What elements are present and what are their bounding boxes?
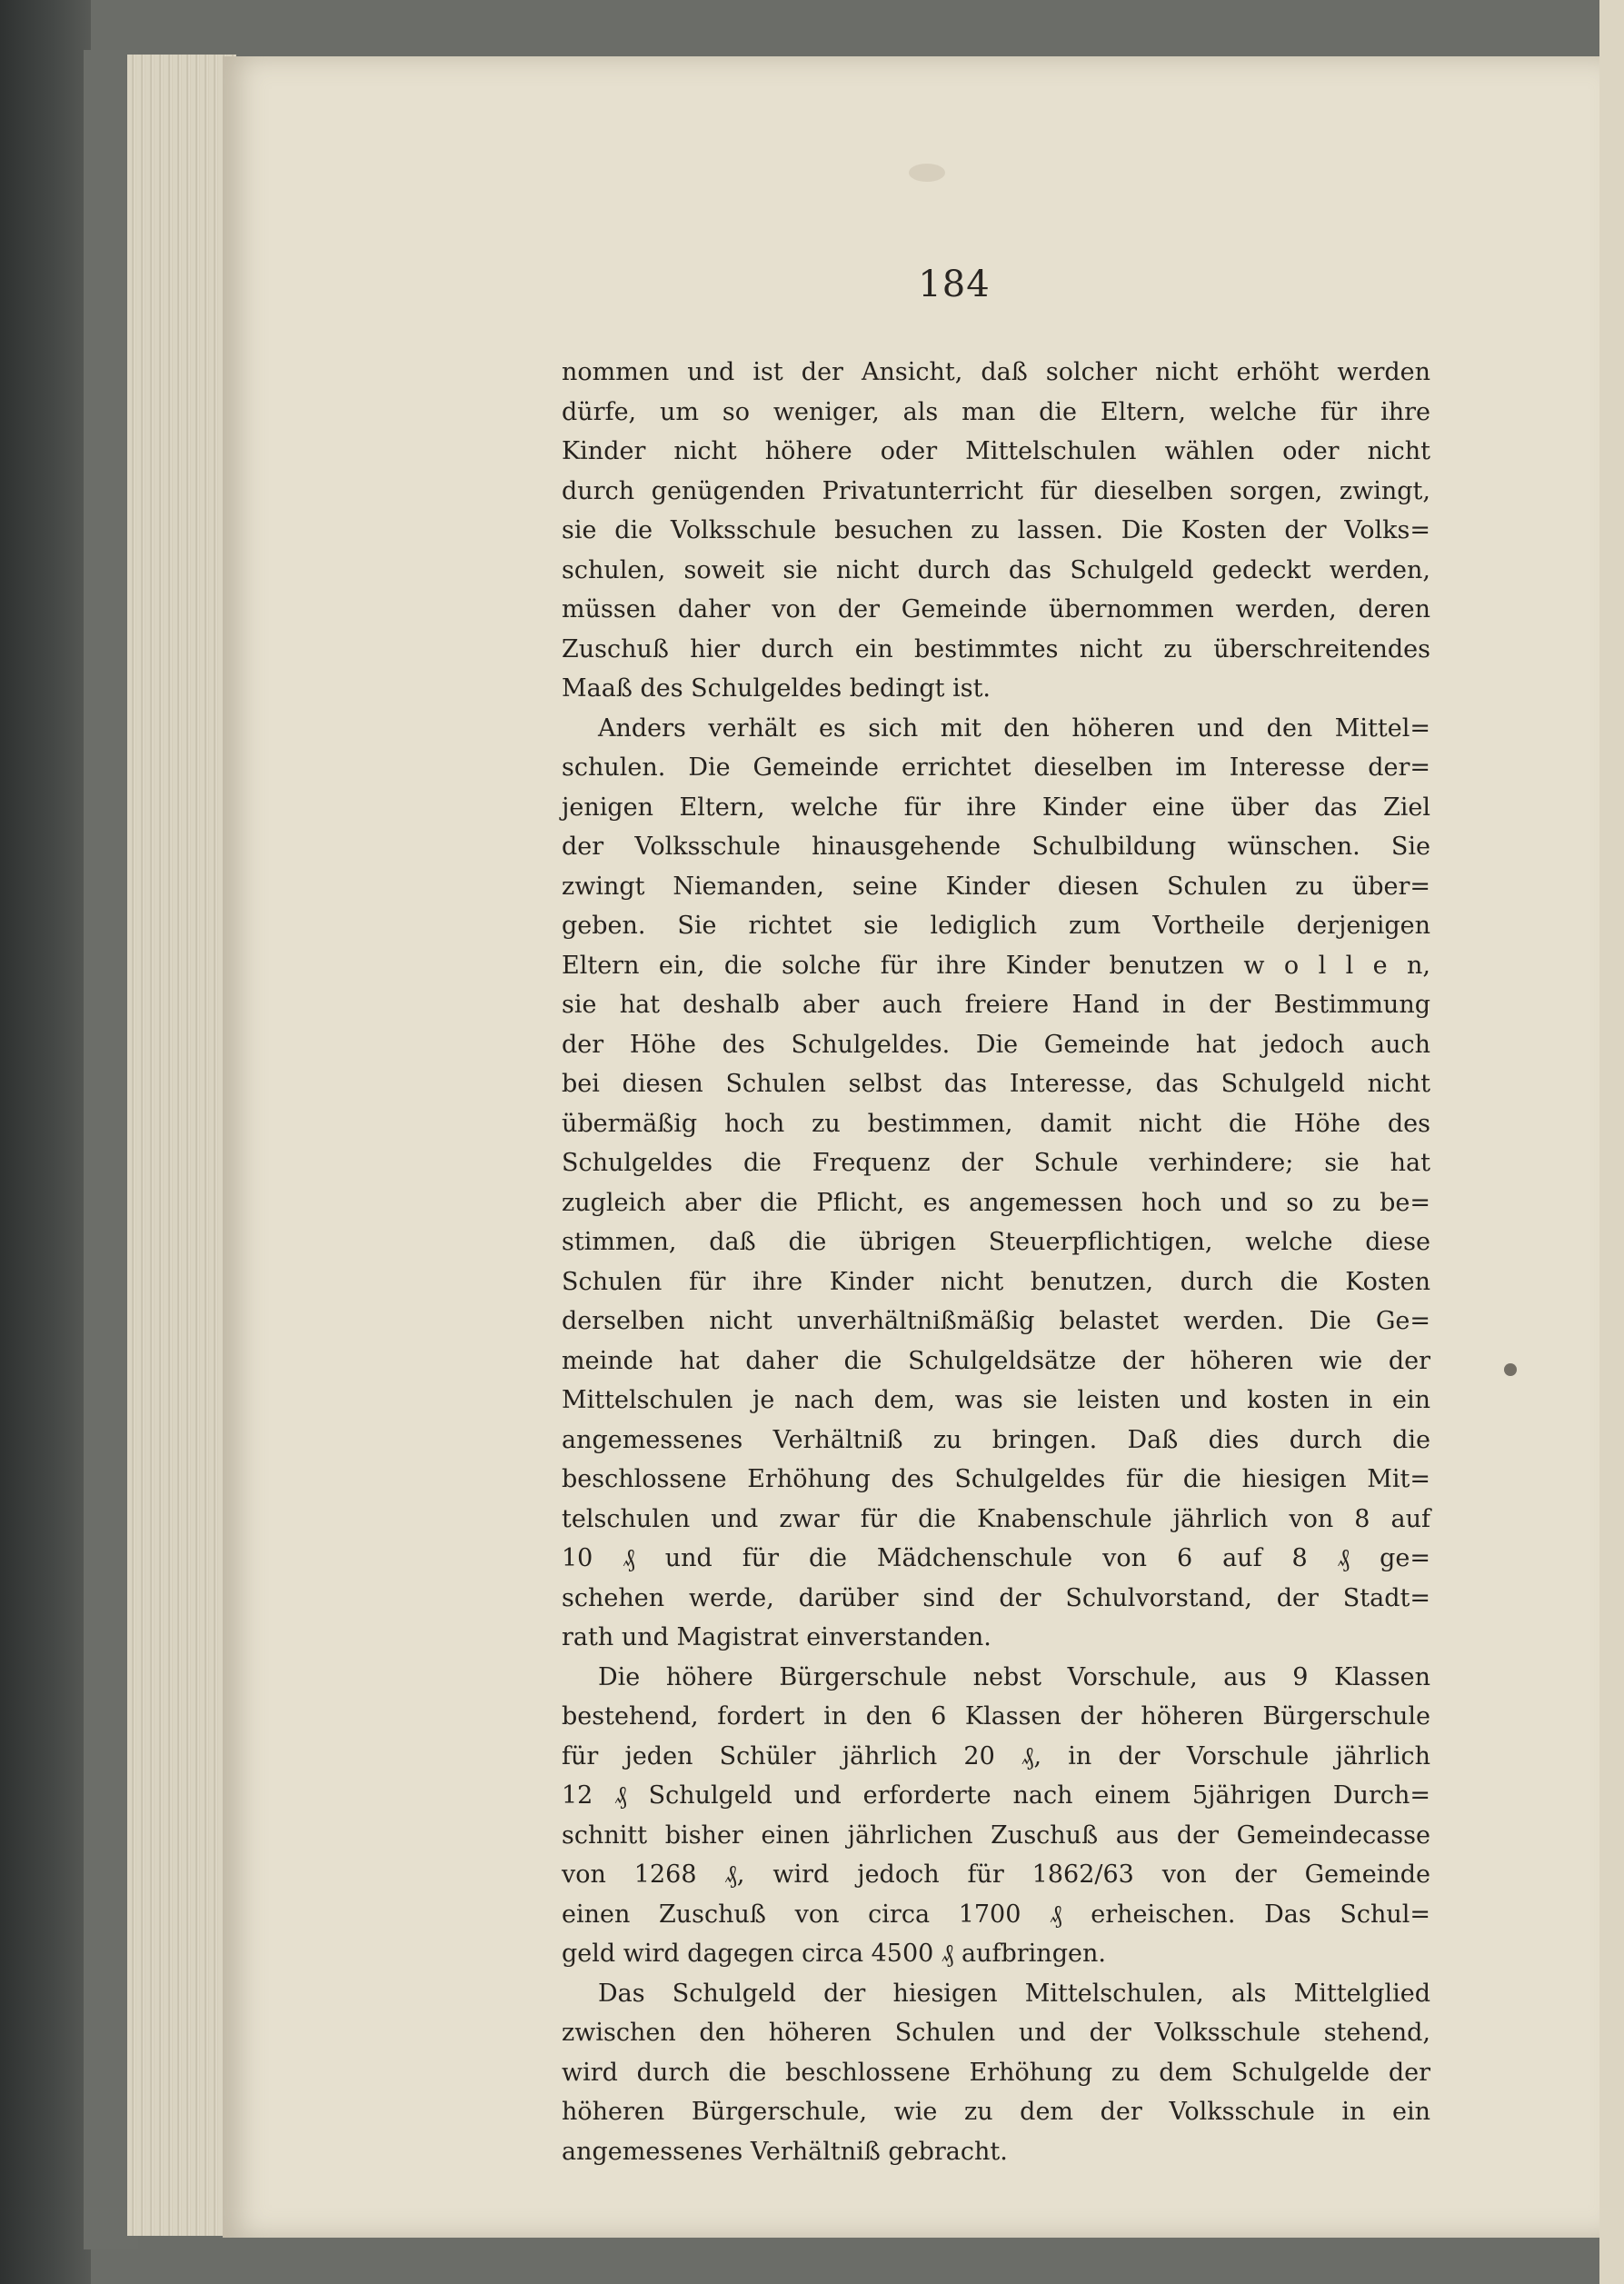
text-line: Eltern ein, die solche für ihre Kinder benutzen w o l l e n, xyxy=(562,951,1430,980)
text-line: jenigen Eltern, welche für ihre Kinder eine über das Ziel xyxy=(562,793,1430,822)
text-line: schulen, soweit sie nicht durch das Schulgeld gedeckt werden, xyxy=(562,555,1430,584)
ink-dot xyxy=(1504,1363,1517,1376)
text-line: einen Zuschuß von circa 1700 ₰ erheischen. Das Schul= xyxy=(562,1900,1430,1929)
text-line: wird durch die beschlossene Erhöhung zu dem Schulgelde der xyxy=(562,2058,1430,2087)
text-line: dürfe, um so weniger, als man die Eltern, welche für ihre xyxy=(562,397,1430,426)
text-line: geld wird dagegen circa 4500 ₰ aufbringen. xyxy=(562,1940,1106,1968)
text-line: Das Schulgeld der hiesigen Mittelschulen, als Mittelglied xyxy=(598,1979,1430,2008)
text-line: zwingt Niemanden, seine Kinder diesen Schulen zu über= xyxy=(562,872,1430,901)
text-line: zugleich aber die Pflicht, es angemessen hoch und so zu be= xyxy=(562,1188,1430,1217)
text-line: Mittelschulen je nach dem, was sie leisten und kosten in ein xyxy=(562,1386,1430,1414)
text-line: meinde hat daher die Schulgeldsätze der höheren wie der xyxy=(562,1346,1430,1375)
text-line: rath und Magistrat einverstanden. xyxy=(562,1623,991,1651)
text-line: schehen werde, darüber sind der Schulvorstand, der Stadt= xyxy=(562,1583,1430,1612)
text-line: der Volksschule hinausgehende Schulbildung wünschen. Sie xyxy=(562,833,1430,861)
text-line: nommen und ist der Ansicht, daß solcher nicht erhöht werden xyxy=(562,358,1430,386)
text-line: durch genügenden Privatunterricht für dieselben sorgen, zwingt, xyxy=(562,476,1430,505)
body-text xyxy=(562,353,1430,2171)
page-edges xyxy=(127,55,236,2236)
text-line: Anders verhält es sich mit den höheren und den Mittel= xyxy=(598,713,1430,743)
text-line: bei diesen Schulen selbst das Interesse, das Schulgeld nicht xyxy=(562,1070,1430,1098)
text-line: stimmen, daß die übrigen Steuerpflichtigen, welche diese xyxy=(562,1228,1430,1256)
text-line: schulen. Die Gemeinde errichtet dieselben im Interesse der= xyxy=(562,753,1430,782)
text-line: geben. Sie richtet sie lediglich zum Vortheile derjenigen xyxy=(562,912,1430,940)
text-line: angemessenes Verhältniß gebracht. xyxy=(562,2137,1008,2166)
text-line: angemessenes Verhältniß zu bringen. Daß dies durch die xyxy=(562,1425,1430,1454)
text-line: sie die Volksschule besuchen zu lassen. Die Kosten der Volks= xyxy=(562,516,1430,544)
text-line: Schulgeldes die Frequenz der Schule verhindere; sie hat xyxy=(562,1149,1430,1177)
text-line: derselben nicht unverhältnißmäßig belastet werden. Die Ge= xyxy=(562,1307,1430,1335)
text-line: der Höhe des Schulgeldes. Die Gemeinde hat jedoch auch xyxy=(562,1030,1430,1059)
text-line: 10 ₰ und für die Mädchenschule von 6 auf 8 ₰ ge= xyxy=(562,1544,1430,1572)
text-line: für jeden Schüler jährlich 20 ₰, in der Vorschule jährlich xyxy=(562,1741,1430,1770)
paper-stain xyxy=(909,164,945,182)
text-line: Zuschuß hier durch ein bestimmtes nicht zu überschreitendes xyxy=(562,634,1430,663)
text-line: sie hat deshalb aber auch freiere Hand in der Bestimmung xyxy=(562,991,1430,1019)
text-line: von 1268 ₰, wird jedoch für 1862/63 von der Gemeinde xyxy=(562,1860,1430,1889)
text-line: schnitt bisher einen jährlichen Zuschuß aus der Gemeindecasse xyxy=(562,1820,1430,1850)
right-page-edge xyxy=(1599,0,1624,2284)
text-line: beschlossene Erhöhung des Schulgeldes für die hiesigen Mit= xyxy=(562,1465,1430,1493)
text-line: Schulen für ihre Kinder nicht benutzen, durch die Kosten xyxy=(562,1267,1430,1296)
text-line: Maaß des Schulgeldes bedingt ist. xyxy=(562,674,991,703)
page-number: 184 xyxy=(918,264,991,305)
text-line: bestehend, fordert in den 6 Klassen der höheren Bürgerschule xyxy=(562,1702,1430,1730)
text-line: Die höhere Bürgerschule nebst Vorschule, aus 9 Klassen xyxy=(598,1662,1430,1691)
text-line: telschulen und zwar für die Knabenschule jährlich von 8 auf xyxy=(562,1504,1430,1533)
text-line: zwischen den höheren Schulen und der Volksschule stehend, xyxy=(562,2019,1430,2047)
text-line: müssen daher von der Gemeinde übernommen werden, deren xyxy=(562,595,1430,623)
text-line: übermäßig hoch zu bestimmen, damit nicht die Höhe des xyxy=(562,1109,1430,1138)
book-spine xyxy=(0,0,91,2284)
text-line: 12 ₰ Schulgeld und erforderte nach einem 5jährigen Durch= xyxy=(562,1781,1430,1810)
text-line: höheren Bürgerschule, wie zu dem der Volksschule in ein xyxy=(562,2098,1430,2126)
text-line: Kinder nicht höhere oder Mittelschulen wählen oder nicht xyxy=(562,437,1430,465)
